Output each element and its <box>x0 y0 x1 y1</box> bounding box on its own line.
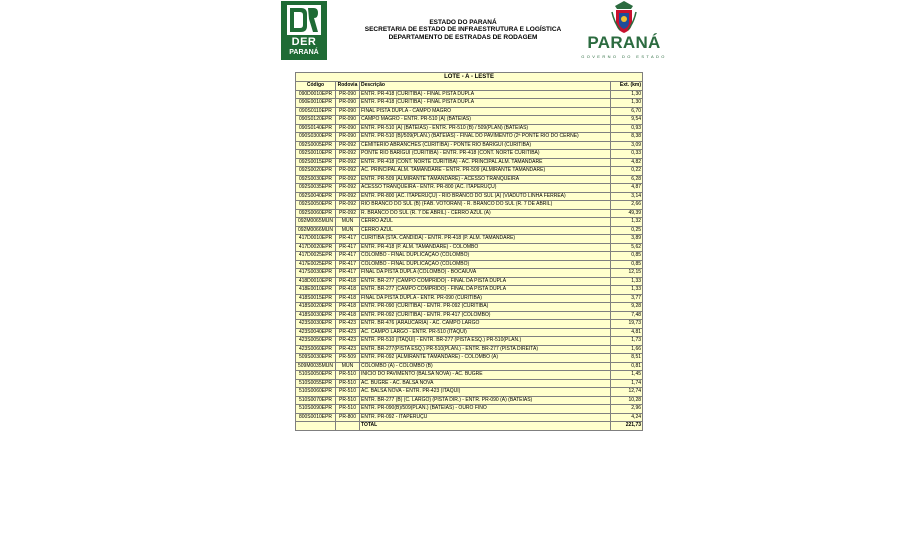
column-header-rodovia: Rodovia <box>336 82 360 91</box>
cell-rodovia: PR-090 <box>336 107 360 116</box>
cell-rodovia: PR-510 <box>336 388 360 397</box>
cell-descricao: CERRO AZUL <box>360 218 611 227</box>
der-road-emblem-icon <box>287 5 321 35</box>
cell-rodovia: PR-090 <box>336 124 360 133</box>
table-row <box>296 141 643 150</box>
cell-ext: 0,81 <box>611 362 643 371</box>
cell-rodovia: PR-423 <box>336 320 360 329</box>
cell-rodovia: PR-092 <box>336 175 360 184</box>
table-row <box>296 269 643 278</box>
table-row <box>296 226 643 235</box>
cell-ext: 1,32 <box>611 218 643 227</box>
cell-rodovia: PR-418 <box>336 277 360 286</box>
cell-rodovia: MUN <box>336 226 360 235</box>
table-row <box>296 379 643 388</box>
cell-ext: 0,25 <box>611 226 643 235</box>
cell-rodovia: PR-417 <box>336 235 360 244</box>
cell-codigo: 090S0110EPR <box>296 107 336 116</box>
parana-government-logo <box>576 0 672 64</box>
cell-ext: 1,33 <box>611 277 643 286</box>
cell-rodovia: PR-092 <box>336 158 360 167</box>
cell-descricao: FINAL DA PISTA DUPLA (COLOMBO) - BOCAIÚVA <box>360 269 611 278</box>
table-row <box>296 116 643 125</box>
cell-ext: 1,74 <box>611 379 643 388</box>
cell-descricao: COLOMBO (A) - COLOMBO (B) <box>360 362 611 371</box>
cell-descricao: ENTR. BR-277 (CAMPO COMPRIDO) - FINAL DA PISTA DUPLA <box>360 277 611 286</box>
cell-descricao: ENTR. PR-418 (CONT. NORTE CURITIBA) - AC. PRINCIPAL ALM. TAMANDARÉ <box>360 158 611 167</box>
cell-codigo: 509M0035MUN <box>296 362 336 371</box>
cell-ext: 5,62 <box>611 243 643 252</box>
cell-rodovia: PR-510 <box>336 405 360 414</box>
cell-ext: 4,24 <box>611 413 643 422</box>
lote-table <box>295 72 643 431</box>
table-row <box>296 99 643 108</box>
cell-codigo: 423S0050EPR <box>296 337 336 346</box>
cell-descricao: AC. CAMPO LARGO - ENTR. PR-510 (ITAQUI) <box>360 328 611 337</box>
cell-ext: 12,15 <box>611 269 643 278</box>
cell-rodovia: PR-510 <box>336 379 360 388</box>
cell-ext: 1,73 <box>611 337 643 346</box>
cell-descricao: ENTR. PR-418 (P. ALM. TAMANDARÉ) - COLOMBO <box>360 243 611 252</box>
cell-codigo: 510S0050EPR <box>296 371 336 380</box>
table-row <box>296 107 643 116</box>
table-row <box>296 167 643 176</box>
cell-descricao: CERRO AZUL <box>360 226 611 235</box>
cell-descricao: ENTR. BR-476 (ARAUCÁRIA) - AC. CAMPO LARGO <box>360 320 611 329</box>
cell-ext: 4,81 <box>611 328 643 337</box>
cell-codigo: 417D0020EPR <box>296 243 336 252</box>
cell-ext: 2,96 <box>611 405 643 414</box>
table-row <box>296 158 643 167</box>
cell-descricao: CEMITÉRIO ABRANCHES (CURITIBA) - PONTE RIO BARIGUI (CURITIBA) <box>360 141 611 150</box>
cell-rodovia: PR-417 <box>336 252 360 261</box>
cell-rodovia: PR-423 <box>336 345 360 354</box>
cell-rodovia: PR-417 <box>336 243 360 252</box>
cell-rodovia: PR-090 <box>336 133 360 142</box>
cell-ext: 8,38 <box>611 133 643 142</box>
table-row <box>296 124 643 133</box>
table-row <box>296 371 643 380</box>
cell-codigo: 417D0025EPR <box>296 252 336 261</box>
cell-rodovia: PR-092 <box>336 150 360 159</box>
table-row <box>296 133 643 142</box>
cell-ext: 4,87 <box>611 184 643 193</box>
cell-descricao: ENTR. PR-800 (AC. ITAPERUÇU) - RIO BRANCO DO SUL (A) (VIADUTO LINHA FÉRREA) <box>360 192 611 201</box>
cell-codigo: 092S0010EPR <box>296 150 336 159</box>
table-row <box>296 328 643 337</box>
total-label: TOTAL <box>360 422 611 431</box>
table-row <box>296 362 643 371</box>
cell-descricao: FINAL PISTA DUPLA - CAMPO MAGRO <box>360 107 611 116</box>
der-logo-text: DER <box>291 36 317 48</box>
cell-descricao: INÍCIO DO PAVIMENTO (BALSA NOVA) - AC. BUGRE <box>360 371 611 380</box>
cell-codigo: 092S0060EPR <box>296 209 336 218</box>
cell-codigo: 090S0300EPR <box>296 133 336 142</box>
cell-rodovia: PR-092 <box>336 141 360 150</box>
cell-descricao: ENTR. PR-092 (CURITIBA) - ENTR. PR-417 (COLOMBO) <box>360 311 611 320</box>
cell-rodovia: PR-092 <box>336 192 360 201</box>
table-row <box>296 175 643 184</box>
cell-descricao: ENTR. PR-510 (B)/509(PLAN.) (BATEIAS) - FINAL DO PAVIMENTO (2ª PONTE RIO DO CERNE) <box>360 133 611 142</box>
cell-ext: 7,48 <box>611 311 643 320</box>
cell-codigo: 092M0065MUN <box>296 218 336 227</box>
cell-ext: 9,28 <box>611 303 643 312</box>
table-row <box>296 252 643 261</box>
cell-descricao: R. BRANCO DO SUL (R. 7 DE ABRIL) - CERRO AZUL (A) <box>360 209 611 218</box>
cell-descricao: FINAL DA PISTA DUPLA - ENTR. PR-090 (CURITIBA) <box>360 294 611 303</box>
cell-ext: 1,66 <box>611 345 643 354</box>
cell-ext: 12,74 <box>611 388 643 397</box>
cell-codigo: 800S0010EPR <box>296 413 336 422</box>
cell-ext: 1,33 <box>611 286 643 295</box>
cell-codigo: 092S0015EPR <box>296 158 336 167</box>
cell-descricao: ENTR. PR-090 (CURITIBA) - ENTR. PR-092 (CURITIBA) <box>360 303 611 312</box>
cell-rodovia: PR-510 <box>336 396 360 405</box>
cell-codigo: 510S0060EPR <box>296 388 336 397</box>
cell-descricao: CAMPO MAGRO - ENTR. PR-510 (A) (BATEIAS) <box>360 116 611 125</box>
cell-codigo: 423S0030EPR <box>296 320 336 329</box>
cell-rodovia: PR-417 <box>336 260 360 269</box>
header-department: DEPARTAMENTO DE ESTRADAS DE RODAGEM <box>388 33 538 41</box>
cell-descricao: COLOMBO - FINAL DUPLICAÇÃO (COLOMBO) <box>360 260 611 269</box>
cell-codigo: 510S0070EPR <box>296 396 336 405</box>
header-secretariat: SECRETARIA DE ESTADO DE INFRAESTRUTURA E LOGÍSTICA <box>364 26 562 34</box>
cell-ext: 6,70 <box>611 107 643 116</box>
table-row <box>296 396 643 405</box>
cell-codigo: 417D0010EPR <box>296 235 336 244</box>
header-state: ESTADO DO PARANÁ <box>429 19 497 26</box>
table-row <box>296 184 643 193</box>
table-row <box>296 354 643 363</box>
table-row <box>296 311 643 320</box>
cell-codigo: 423S0060EPR <box>296 345 336 354</box>
column-header-codigo: Código <box>296 82 336 91</box>
cell-rodovia: PR-418 <box>336 286 360 295</box>
cell-ext: 1,45 <box>611 371 643 380</box>
table-row <box>296 294 643 303</box>
table-row <box>296 150 643 159</box>
cell-codigo: 092S0035EPR <box>296 184 336 193</box>
cell-codigo: 092S0020EPR <box>296 167 336 176</box>
column-header-descricao: Descrição <box>360 82 611 91</box>
cell-codigo: 090E0010EPR <box>296 99 336 108</box>
cell-rodovia: PR-090 <box>336 90 360 99</box>
der-logo <box>281 1 327 60</box>
cell-descricao: COLOMBO - FINAL DUPLICAÇÃO (COLOMBO) <box>360 252 611 261</box>
cell-ext: 2,66 <box>611 201 643 210</box>
cell-rodovia: PR-092 <box>336 201 360 210</box>
cell-codigo: 417E0025EPR <box>296 260 336 269</box>
cell-descricao: ENTR. BR-277(PISTA ESQ.) PR-510(PLAN.) - ENTR. BR-277 (PISTA DIREITA) <box>360 345 611 354</box>
cell-descricao: ENTR. BR-277 (B) (C. LARGO) (PISTA DIR.) - ENTR. PR-090 (A) (BATEIAS) <box>360 396 611 405</box>
cell-ext: 49,39 <box>611 209 643 218</box>
cell-rodovia: PR-092 <box>336 167 360 176</box>
table-row <box>296 303 643 312</box>
cell-codigo: 092S0040EPR <box>296 192 336 201</box>
cell-ext: 0,22 <box>611 167 643 176</box>
cell-rodovia: PR-090 <box>336 116 360 125</box>
cell-codigo: 418S0020EPR <box>296 303 336 312</box>
cell-ext: 0,85 <box>611 260 643 269</box>
table-row <box>296 286 643 295</box>
cell-ext: 0,85 <box>611 252 643 261</box>
table-row <box>296 90 643 99</box>
table-row <box>296 337 643 346</box>
der-logo-state: PARANÁ <box>289 49 319 56</box>
cell-ext: 10,28 <box>611 396 643 405</box>
cell-descricao: ENTR. PR-418 (CURITIBA) - FINAL PISTA DUPLA <box>360 99 611 108</box>
cell-codigo: 090D0010EPR <box>296 90 336 99</box>
cell-ext: 19,73 <box>611 320 643 329</box>
cell-ext: 0,93 <box>611 124 643 133</box>
table-row <box>296 209 643 218</box>
coat-of-arms-icon <box>611 0 637 34</box>
cell-rodovia: PR-090 <box>336 99 360 108</box>
table-row <box>296 201 643 210</box>
cell-rodovia: PR-423 <box>336 337 360 346</box>
cell-rodovia: PR-418 <box>336 311 360 320</box>
cell-descricao: AC. BUGRE - AC. BALSA NOVA <box>360 379 611 388</box>
cell-rodovia: MUN <box>336 362 360 371</box>
total-row <box>296 422 643 431</box>
table-row <box>296 218 643 227</box>
cell-codigo: 090S0120EPR <box>296 116 336 125</box>
cell-codigo: 090S0140EPR <box>296 124 336 133</box>
parana-wordmark: PARANÁ <box>587 33 661 52</box>
cell-ext: 1,30 <box>611 90 643 99</box>
cell-codigo: 092S0005EPR <box>296 141 336 150</box>
table-row <box>296 405 643 414</box>
table-body <box>296 90 643 422</box>
cell-ext: 6,28 <box>611 175 643 184</box>
table-row <box>296 320 643 329</box>
cell-codigo: 092M0066MUN <box>296 226 336 235</box>
table-row <box>296 235 643 244</box>
cell-rodovia: PR-092 <box>336 209 360 218</box>
cell-ext: 9,54 <box>611 116 643 125</box>
column-header-ext: Ext. (km) <box>611 82 643 91</box>
cell-descricao: ACESSO TRANQUEIRA - ENTR. PR-800 (AC. ITAPERUÇU) <box>360 184 611 193</box>
cell-descricao: ENTR. PR-092 (ALMIRANTE TAMANDARÉ) - COLOMBO (A) <box>360 354 611 363</box>
cell-ext: 3,89 <box>611 235 643 244</box>
parana-subtitle: GOVERNO DO ESTADO <box>581 54 667 59</box>
cell-ext: 8,51 <box>611 354 643 363</box>
table-row <box>296 192 643 201</box>
cell-codigo: 418S0030EPR <box>296 311 336 320</box>
cell-rodovia: PR-510 <box>336 371 360 380</box>
cell-descricao: CURITIBA (STA. CÂNDIDA) - ENTR. PR-418 (P. ALM. TAMANDARÉ) <box>360 235 611 244</box>
cell-ext: 3,77 <box>611 294 643 303</box>
cell-codigo: 418E0010EPR <box>296 286 336 295</box>
total-empty-cell <box>336 422 360 431</box>
cell-descricao: PONTE RIO BARIGUI (CURITIBA) - ENTR. PR-418 (CONT. NORTE CURITIBA) <box>360 150 611 159</box>
cell-rodovia: PR-418 <box>336 294 360 303</box>
table-row <box>296 277 643 286</box>
cell-rodovia: PR-417 <box>336 269 360 278</box>
cell-ext: 4,82 <box>611 158 643 167</box>
cell-ext: 3,14 <box>611 192 643 201</box>
cell-descricao: AC. BALSA NOVA - ENTR. PR-423 (ITAQUI) <box>360 388 611 397</box>
cell-codigo: 092S0050EPR <box>296 201 336 210</box>
table-title: LOTE - A - LESTE <box>296 73 643 82</box>
cell-ext: 0,33 <box>611 150 643 159</box>
cell-rodovia: PR-509 <box>336 354 360 363</box>
cell-descricao: ENTR. PR-510 (A) (BATEIAS) - ENTR. PR-510 (B) / 509(PLAN) (BATEIAS) <box>360 124 611 133</box>
cell-descricao: ENTR. PR-509 (ALMIRANTE TAMANDARÉ) - ACESSO TRANQUEIRA <box>360 175 611 184</box>
cell-descricao: AC. PRINCIPAL ALM. TAMANDARÉ - ENTR. PR-509 (ALMIRANTE TAMANDARÉ) <box>360 167 611 176</box>
document-header <box>343 19 583 41</box>
cell-codigo: 509S0030EPR <box>296 354 336 363</box>
cell-descricao: RIO BRANCO DO SUL (B) (FÁB. VOTORAN) - R. BRANCO DO SUL (R. 7 DE ABRIL) <box>360 201 611 210</box>
cell-codigo: 418S0015EPR <box>296 294 336 303</box>
table-row <box>296 413 643 422</box>
cell-codigo: 423S0040EPR <box>296 328 336 337</box>
cell-descricao: ENTR. PR-418 (CURITIBA) - FINAL PISTA DUPLA <box>360 90 611 99</box>
total-empty-cell <box>296 422 336 431</box>
cell-rodovia: PR-418 <box>336 303 360 312</box>
cell-codigo: 510S0055EPR <box>296 379 336 388</box>
cell-descricao: ENTR. PR-090(B)/509(PLAN.) (BATEIAS) - OURO FINO <box>360 405 611 414</box>
cell-descricao: ENTR. PR-510 (ITAQUI) - ENTR. BR-277 (PISTA ESQ.) PR-510(PLAN.) <box>360 337 611 346</box>
table-row <box>296 388 643 397</box>
cell-descricao: ENTR. BR-277 (CAMPO COMPRIDO) - FINAL DA PISTA DUPLA <box>360 286 611 295</box>
cell-codigo: 092S0030EPR <box>296 175 336 184</box>
table-row <box>296 243 643 252</box>
table-row <box>296 345 643 354</box>
table-row <box>296 260 643 269</box>
cell-rodovia: PR-423 <box>336 328 360 337</box>
cell-codigo: 510S0090EPR <box>296 405 336 414</box>
cell-codigo: 418D0010EPR <box>296 277 336 286</box>
cell-rodovia: PR-092 <box>336 184 360 193</box>
cell-rodovia: PR-800 <box>336 413 360 422</box>
cell-ext: 3,09 <box>611 141 643 150</box>
cell-ext: 1,30 <box>611 99 643 108</box>
cell-descricao: ENTR. PR-092 - ITAPERUÇU <box>360 413 611 422</box>
cell-rodovia: MUN <box>336 218 360 227</box>
cell-codigo: 417S0030EPR <box>296 269 336 278</box>
total-value: 221,73 <box>611 422 643 431</box>
